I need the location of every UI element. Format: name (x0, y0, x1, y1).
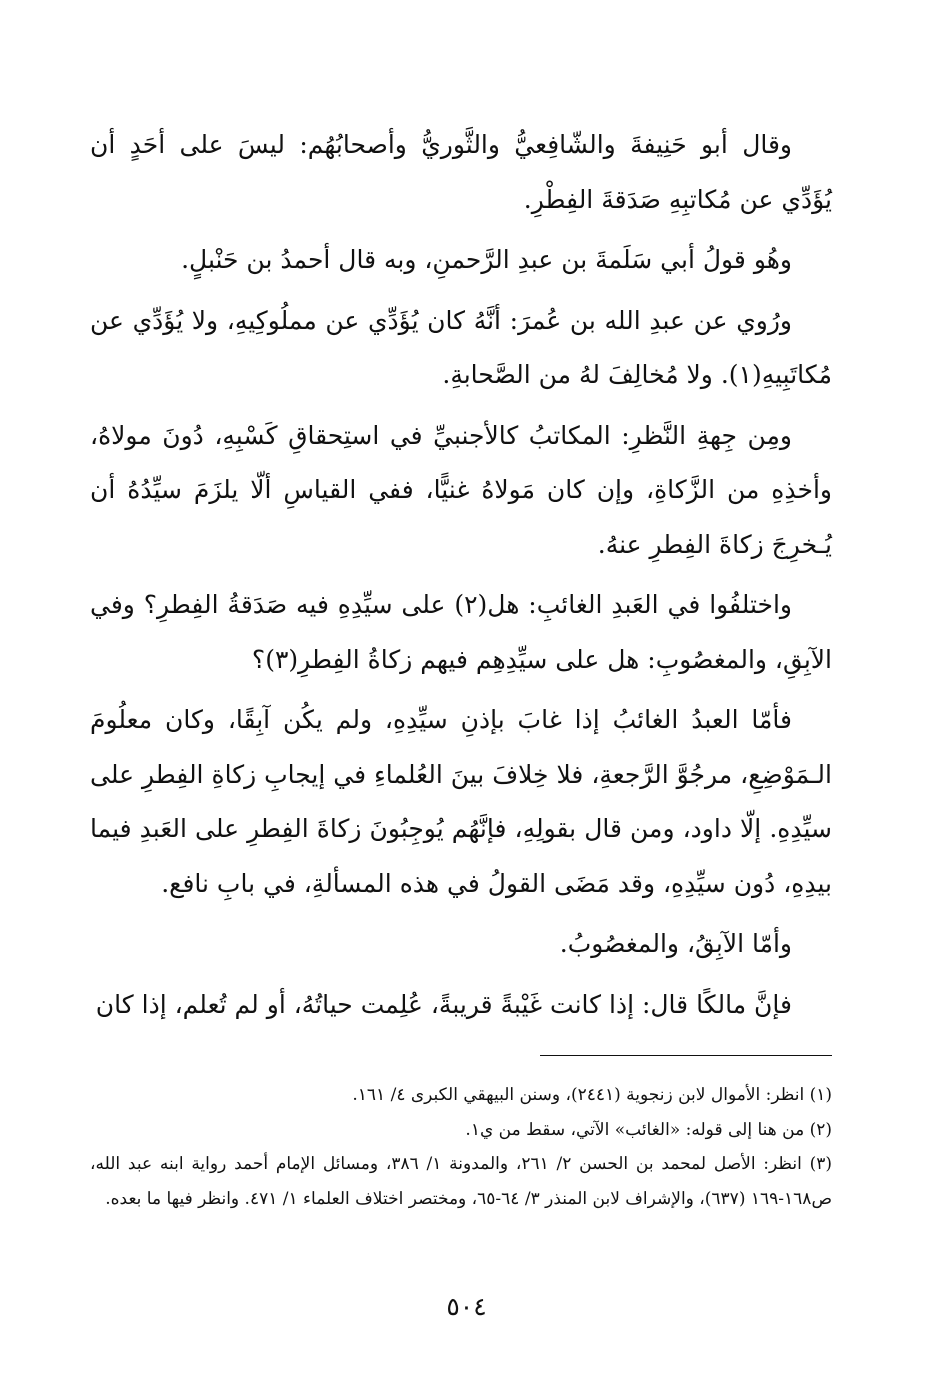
paragraph: واختلفُوا في العَبدِ الغائبِ: هل(٢) على سيِّدِهِ فيه صَدَقةُ الفِطرِ؟ وفي الآبِقِ، والمغصُوبِ: هل على سيِّدِهِم فيهم زكاةُ الفِطرِ(٣)؟ (90, 590, 832, 674)
paragraph: فأمّا العبدُ الغائبُ إذا غابَ بإذنِ سيِّدِهِ، ولم يكُن آبِقًا، وكان معلُومَ الـمَوْضِعِ، مرجُوَّ الرَّجعةِ، فلا خِلافَ بينَ العُلماءِ في إيجابِ زكاةِ الفِطرِ على سيِّدِهِ. إلّا داود، ومن قال بقولِهِ، فإنَّهُم يُوجِبُونَ زكاةَ الفِطرِ على العَبدِ فيما بيدِهِ، دُون سيِّدِهِ، وقد مَضَى القولُ في هذه المسألةِ، في بابِ نافع. (90, 705, 832, 898)
paragraph: وقال أبو حَنِيفةَ والشّافِعيُّ والثَّوريُّ وأصحابُهُم: ليسَ على أحَدٍ أن يُؤَدِّي عن مُكاتبِهِ صَدَقةَ الفِطْرِ. (90, 130, 832, 214)
page-number: ٥٠٤ (446, 1292, 487, 1321)
paragraph: وهُو قولُ أبي سَلَمةَ بن عبدِ الرَّحمنِ، وبه قال أحمدُ بن حَنْبلٍ. (181, 245, 792, 274)
footnote-separator (540, 1055, 832, 1056)
paragraph: ورُوي عن عبدِ الله بن عُمرَ: أنَّهُ كان يُؤَدِّي عن مملُوكِيهِ، ولا يُؤَدِّي عن مُكاتَبِيهِ(١). ولا مُخالِفَ لهُ من الصَّحابةِ. (90, 305, 832, 389)
main-text (90, 118, 832, 1032)
footnote-2: (٢) من هنا إلى قوله: «الغائب» الآتي، سقط من ي١. (465, 1119, 832, 1140)
footnotes (90, 1078, 832, 1216)
footnote-3: (٣) انظر: الأصل لمحمد بن الحسن ٢/ ٢٦١، والمدونة ١/ ٣٨٦، ومسائل الإمام أحمد رواية ابنه عبد الله، ص١٦٨-١٦٩ (٦٣٧)، والإشراف لابن المنذر ٣/ ٦٤-٦٥، ومختصر اختلاف العلماء ١/ ٤٧١. وانظر فيها ما بعده. (90, 1154, 832, 1209)
paragraph: ومِن جِهةِ النَّظرِ: المكاتبُ كالأجنبيِّ في استِحقاقِ كَسْبِهِ، دُونَ مولاهُ، وأخذِهِ من الزَّكاةِ، وإن كان مَولاهُ غنيًّا، ففي القياسِ ألّا يلزَمَ سيِّدُهُ أن يُـخرِجَ زكاةَ الفِطرِ عنهُ. (90, 420, 832, 559)
paragraph: فإنَّ مالكًا قال: إذا كانت غَيْبةً قريبةً، عُلِمت حياتُهُ، أو لم تُعلم، إذا كان (95, 989, 792, 1019)
paragraph: وأمّا الآبِقُ، والمغصُوبُ. (559, 929, 792, 958)
footnote-1: (١) انظر: الأموال لابن زنجوية (٢٤٤١)، وسنن البيهقي الكبرى ٤/ ١٦١. (352, 1085, 832, 1105)
